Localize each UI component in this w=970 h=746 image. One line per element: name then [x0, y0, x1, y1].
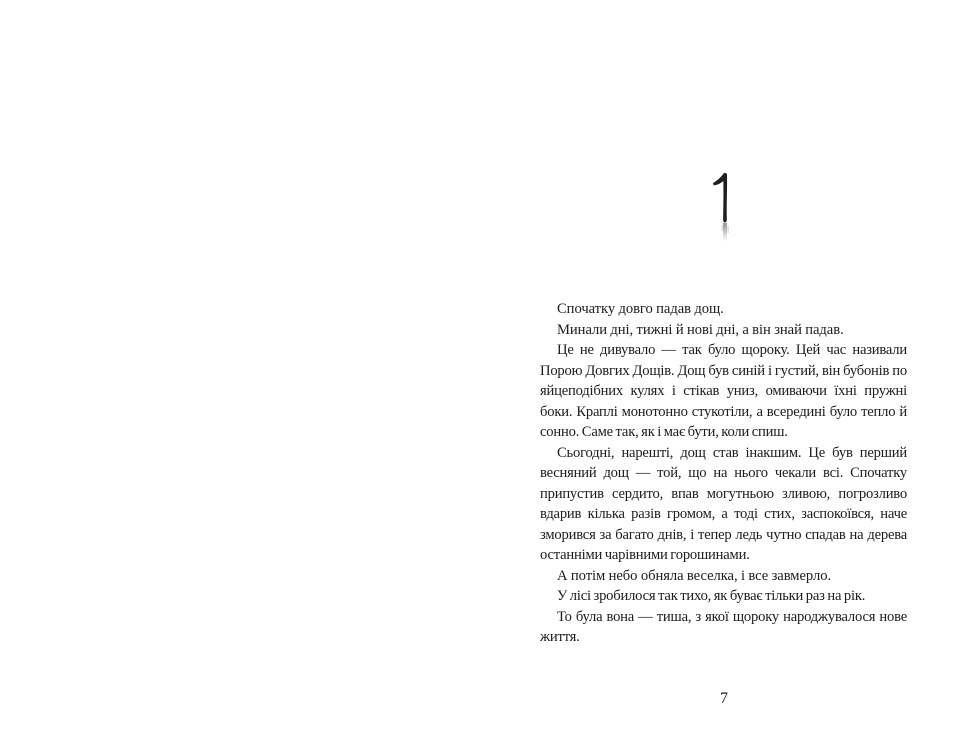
paragraph-2: Минали дні, тижні й нові дні, а він знай падав. — [557, 321, 844, 338]
chapter-number-text — [686, 252, 687, 253]
chapter-number-glyph — [686, 152, 766, 252]
paragraph-5: А потім небо обняла веселка, і все завмерло. — [557, 567, 832, 584]
paragraph-7: То була вона — тиша, з якої щороку народжувалося нове життя. — [540, 608, 907, 645]
paragraph-1: Спочатку довго падав дощ. — [557, 301, 724, 317]
page-number: 7 — [720, 690, 728, 707]
paragraph-4: Сьогодні, нарешті, дощ став інакшим. Це був перший весняний дощ — той, що на нього чекали всі. Спочатку припустив сердито, впав могутньою зливою, погрозливо вдарив кілька разів громом, а тоді стих, заспокоївся, наче зморився за багато днів, і тепер ледь чутно спадав на дерева останніми чарівними горошинами. — [540, 444, 907, 563]
paragraph-6: У лісі зробилося так тихо, як буває тільки раз на рік. — [557, 588, 866, 604]
chapter-number — [686, 152, 766, 252]
chapter-text — [540, 299, 907, 648]
paragraph-3: Це не дивувало — так було щороку. Цей час називали Порою Довгих Дощів. Дощ був синій і густий, він бубонів по яйцеподібних кулях і стікав униз, омиваючи їхні пружні боки. Краплі монотонно стукотіли, а всередині було тепло й сонно. Саме так, як і має бути, коли спиш. — [540, 342, 907, 440]
